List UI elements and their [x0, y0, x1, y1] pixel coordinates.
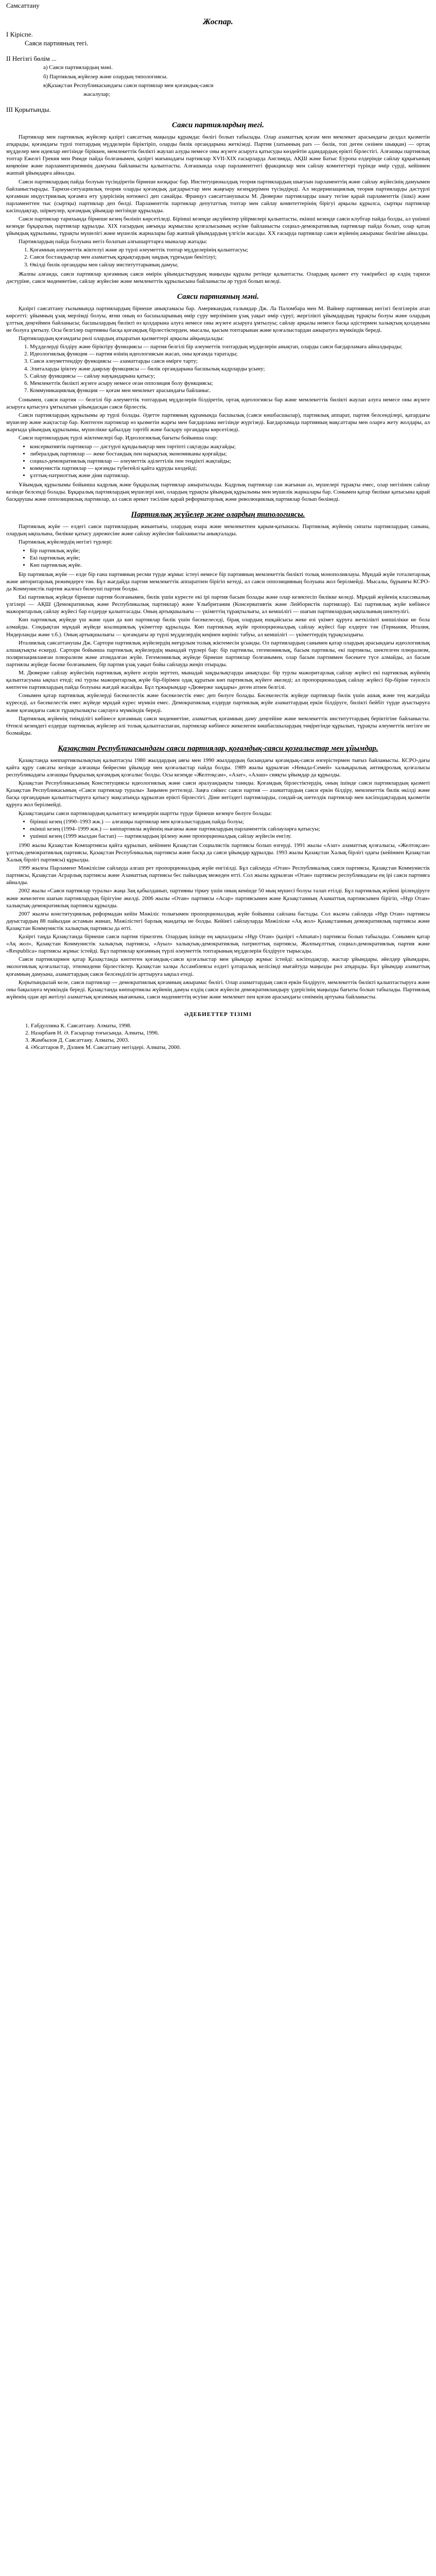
paragraph: Саяси партиялар тарихында бірнеше кезең бөлініп көрсетіледі. Бірінші кезеңде ақсүйектер үйірмелері қалыптасты, екінші кезеңде саяси клубтар пайда болды, ал үшінші кезеңде бұқаралық партиялар құрылды. XIX ғасырдың аяғында жұмысшы қозғалысының өсуіне байланысты социал-демократиялық партиялар пайда болып, олар қатаң ұйымдық құрылымы, тұрақты мүшелігі және мүшелік жарналары бар жаппай ұйымдардың үлгісін жасады. XX ғасырда партиялар саяси жүйенің ажырамас бөлігіне айналды.	[6, 215, 430, 237]
paragraph: 1999 жылғы Парламент Мәжілісіне сайлауда алғаш рет пропорционалдық жүйе енгізілді. Бұл сайлауда «Отан» Республикалық саяси партиясы, Қазақстан Коммунистік партиясы, Қазақстан Аграрлық партиясы және Азаматтық партиясы бес пайыздық межеден өтті. Сол жылы құрылған «Отан» партиясы республикадағы ең ірі саяси партияға айналды.	[6, 865, 430, 886]
list-item: • Екі партиялық жүйе;	[30, 554, 430, 562]
list-item: 1. Мүдделерді білдіру және біріктіру функциясы — партия белгілі бір әлеуметтік топтардың мүдделерін анықтап, оларды саяси бағдарламаға айналдырады;	[30, 343, 430, 350]
paragraph: Италиялық саясаттанушы Дж. Сартори партиялық жүйелердің неғұрлым толық жіктемесін ұсынды. Ол партиялардың санымен қатар олардың арасындағы идеологиялық алшақтықты ескерді. Сартори бойынша партиялық жүйелердің мынадай түрлері бар: бір партиялы, гегемониялық, басым партиялы, екі партиялы, шектелген плюрализм, поляризацияланған плюрализм және атомдалған жүйе. Гегемониялық жүйеде бірнеше партиялар болғанымен, олар басым партиямен бәсекеге түсе алмайды, ал басым партиялы жүйеде бәсеке болғанымен, бір партия ұзақ уақыт бойы сайлауда жеңіп отырады.	[6, 639, 430, 668]
paragraph: Партиялар мен партиялық жүйелер қазіргі саясаттың маңызды құрамдас бөлігі болып табылады. Олар азаматтық қоғам мен мемлекет арасындағы делдал қызметін атқарады, қоғамдағы түрлі топтардың мүдделерін біріктіріп, оларды билік органдарына жеткізеді. Партия (латынның pars — бөлік, топ деген сөзінен шыққан) — ортақ мүдделер мен идеялар негізінде біріккен, мемлекеттік билікті жаулап алуды немесе оны жүзеге асыруға қатысуды көздейтін адамдардың ерікті бірлестігі. Алғашқы партиялық топтар Ежелгі Грекия мен Римде пайда болғанымен, қазіргі мағынадағы партиялар XVII-XIX ғасырларда Англияда, АҚШ және Батыс Еуропа елдерінде сайлау құқығының кеңеюіне және парламентаризмнің дамуына байланысты қалыптасты. Алғашында олар парламенттегі фракциялар мен сайлау комитеттері түрінде өмір сүрді, кейіннен жаппай ұйымдарға айналды.	[6, 133, 430, 177]
list-item: • екінші кезең (1994–1999 жж.) — көппартиялы жүйенің нығаюы және партиялардың парламенттік сайлауларға қатысуы;	[30, 825, 430, 833]
paragraph: Саяси партиялардың құрылымы әр түрлі болады. Әдетте партияның құрамында басшылық (саяси көшбасшылар), партиялық аппарат, партия белсенділері, қатардағы мүшелер және жақтастар бар. Көптеген партиялар өз қызметін жарғы мен бағдарлама негізінде жүргізеді. Бағдарламада партияның мақсаттары мен оларға жету жолдары, ал жарғыда ұйымдық құрылымы, мүшелікке қабылдау тәртібі және басқару органдары көрсетіледі.	[6, 412, 430, 433]
bullet-list	[6, 443, 430, 479]
paragraph: Саяси партиялардың пайда болуын түсіндіретін бірнеше көзқарас бар. Институционалдық теория партиялардың шығуын парламенттің және сайлау жүйесінің дамуымен байланыстырады. Тарихи-ситуациялық теория оларды қоғамдық дағдарыстар мен жаңғыру кезеңдерімен түсіндіреді. Ал модернизациялық теория партияларды дәстүрлі қоғамнан индустриялық қоғамға өту үдерісінің нәтижесі деп санайды. Француз саясаттанушысы М. Дюверже партияларды шығу тегіне қарай парламенттік (ішкі) және парламенттен тыс (сыртқы) партиялар деп бөлді. Парламенттік партиялар депутаттық топтар мен сайлау комитеттерінің бірігуі арқылы құрылса, сыртқы партиялар кәсіподақтар, шіркеулер, қоғамдық ұйымдар негізінде құрылады.	[6, 178, 430, 214]
section-title: Саяси партияның мәні.	[177, 292, 259, 301]
paragraph: Қазақстандағы саяси партиялардың қалыптасу кезеңдерін шартты түрде бірнеше кезеңге бөлуге болады:	[19, 810, 272, 817]
plan-item: Саяси партияның тегі.	[25, 39, 89, 47]
plan-item: ІІІ Қорытынды.	[6, 105, 51, 113]
section-title: Қазақстан Республикасындағы саяси партиялар, қоғамдық-саяси қозғалыстар мен ұйымдар.	[58, 744, 378, 753]
list-item: • коммунистік партиялар — қоғамды түбегейлі қайта құруды көздейді;	[30, 465, 430, 472]
numbered-list	[6, 246, 430, 268]
list-item: 4. Элиталарды іріктеу және даярлау функциясы — билік органдарына басшылық кадрларды ұсыну;	[30, 365, 430, 372]
list-item: 5. Сайлау функциясы — сайлау науқандарына қатысу;	[30, 372, 430, 380]
list-item: 3. Өкілді билік органдары мен сайлау институттарының дамуы;	[30, 261, 430, 268]
plan-spacer	[6, 99, 430, 105]
section-title: Саяси партиялардың тегі.	[172, 121, 264, 129]
paragraph: Партиялық жүйенің тиімділігі көбінесе қоғамның саяси мәдениетіне, азаматтық қоғамның даму деңгейіне және мемлекеттік институттардың беріктігіне байланысты. Өтпелі кезеңдегі елдерде партиялық жүйелер әлі толық қалыптаспаған, партиялар көбінесе жекелеген көшбасшылардың төңірегінде құрылып, тұрақты әлеуметтік негізге ие болмайды.	[6, 715, 430, 736]
reference-item: 4. Әбсаттаров Р., Дзлиев М. Саясаттану негіздері. Алматы, 2000.	[31, 1044, 430, 1051]
document-body	[6, 121, 430, 1001]
numbered-list	[6, 343, 430, 394]
paragraph: Партиялардың қоғамдағы рөлі олардың атқаратын қызметтері арқылы айқындалады:	[19, 335, 224, 342]
paragraph: 2007 жылғы конституциялық реформадан кейін Мәжіліс толығымен пропорционалдық жүйе бойынша сайлана бастады. Сол жылғы сайлауда «Нұр Отан» партиясы дауыстардың 88 пайыздан астамын жинап, Мәжілістегі барлық мандатқа ие болды. Кейінгі сайлауларда Мәжіліске «Ақ жол» Қазақстанның демократиялық партиясы және Қазақстан Коммунистік халықтық партиясы да өтті.	[6, 910, 430, 931]
references-title: ӘДЕБИЕТТЕР ТІЗІМІ	[184, 1011, 252, 1018]
plan-item: в)Қазақстан Республикасындағы саяси партиялар мен қоғамдық-саяси	[43, 82, 214, 89]
section	[6, 510, 430, 737]
reference-item: 3. Жамбылов Д. Саясаттану. Алматы, 2003.	[31, 1037, 430, 1044]
list-item: • үшінші кезең (1999 жылдан бастап) — партиялардың ірілену және пропорционалдық сайлау жүйесін енгізу.	[30, 833, 430, 840]
plan-item: а) Саяси партиялардың мәні.	[43, 64, 113, 71]
list-item: • либералдық партиялар — жеке бостандық пен нарықтық экономиканы қорғайды;	[30, 450, 430, 457]
reference-item: 1. Ғабдуллина К. Саясаттану. Алматы, 1998.	[31, 1022, 430, 1029]
plan-item: жасалулар;	[83, 91, 110, 97]
bullet-list	[6, 547, 430, 569]
paragraph: Партиялық жүйе — елдегі саяси партиялардың жиынтығы, олардың өзара және мемлекетпен қарым-қатынасы. Партиялық жүйенің сипаты партиялардың санына, олардың ықпалына, билікке қатысу дәрежесіне және сайлау жүйесіне байланысты анықталады.	[6, 523, 430, 537]
plan-list	[6, 31, 430, 113]
plan-section	[6, 19, 430, 113]
list-item: 2. Идеологиялық функция — партия өзінің идеологиясын жасап, оны қоғамда таратады;	[30, 350, 430, 358]
section	[6, 744, 430, 1001]
paragraph: Көп партиялық жүйеде үш және одан да көп партиялар билік үшін бәсекелеседі, бірақ олардың ешқайсысы жеке өзі үкімет құруға жеткілікті көпшілікке ие бола алмайды. Сондықтан мұндай жүйеде коалициялық үкіметтер құрылады. Көп партиялық жүйе пропорционалдық сайлау жүйесі бар елдерге тән (Германия, Италия, Нидерланды және т.б.). Оның артықшылығы — қоғамдағы әр түрлі мүдделердің кеңінен көрініс табуы, ал кемшілігі — үкіметтердің тұрақсыздығы.	[6, 617, 430, 638]
list-item: 3. Саяси әлеуметтендіру функциясы — азаматтарды саяси өмірге тарту;	[30, 358, 430, 365]
paragraph: Қазақстан Республикасының Конституциясы идеологиялық және саяси әралуандықты таниды. Қоғамдық бірлестіктердің, оның ішінде саяси партиялардың қызметі Қазақстан Республикасының «Саяси партиялар туралы» Заңымен реттеледі. Заңға сәйкес саяси партия — азаматтардың саяси еркін білдіру, мемлекеттік билік өкілді және басқа органдарын қалыптастыруға қатысу мақсатында құрылған ерікті бірлестігі. Діни негіздегі партияларды, сондай-ақ шетелдік партиялар мен кәсіподақтардың қызметін құруға жол берілмейді.	[6, 780, 430, 808]
paragraph: М. Дюверже сайлау жүйесінің партиялық жүйеге әсерін зерттеп, мынадай заңдылықтарды анықтады: бір турлы мажоритарлық сайлау жүйесі екі партиялық жүйенің қалыптасуына ықпал етеді; екі турлы мажоритарлық жүйе бір-бірімен одақ құратын көп партиялық жүйеге әкеледі; ал пропорционалдық сайлау жүйесі бір-біріне тәуелсіз көптеген партиялардың пайда болуына жағдай жасайды. Бұл тұжырымдар «Дюверже заңдары» деген атпен белгілі.	[6, 670, 430, 691]
paragraph: 2002 жылы «Саяси партиялар туралы» жаңа Заң қабылданып, партияны тіркеу үшін оның кемінде 50 мың мүшесі болуы талап етілді. Бұл партиялық жүйені ірілендіруге және жекелеген шағын партиялардың бірігуіне әкелді. 2006 жылы «Отан» партиясы «Асар» партиясымен және Қазақстанның Азаматтық партиясымен бірігіп, «Нұр Отан» халықтық-демократиялық партиясы құрылды.	[6, 888, 430, 909]
paragraph: Сонымен, саяси партия — белгілі бір әлеуметтік топтардың мүдделерін білдіретін, ортақ идеологиясы бар және мемлекеттік билікті жаулап алуға немесе оны жүзеге асыруға қатысуға ұмтылатын ұйымдасқан саяси бірлестік.	[6, 396, 430, 411]
section-title: Партиялық жүйелер және олардың типологиясы.	[131, 511, 305, 519]
paragraph: Саяси партиялардың түрлі жіктемелері бар. Идеологиялық бағыты бойынша олар:	[19, 435, 218, 442]
list-item: • Бір партиялық жүйе;	[30, 547, 430, 554]
paragraph: Ұйымдық құрылымы бойынша кадрлық және бұқаралық партиялар ажыратылады. Кадрлық партиялар сан жағынан аз, мүшелері тұрақты емес, олар негізінен сайлау кезінде белсенді болады. Бұқаралық партиялардың мүшелері көп, олардың тұрақты ұйымдық құрылымы мен мүшелік жарналары бар. Сонымен қатар билікке қатысына қарай басқарушы және оппозициялық партиялар, ал саяси әрекет тәсіліне қарай реформаторлық және революциялық партиялар болып бөлінеді.	[6, 481, 430, 503]
paragraph: Бір партиялық жүйе — елде бір ғана партияның ресми түрде жұмыс істеуі немесе бір партияның мемлекеттік билікті толық монополиялауы. Мұндай жүйе тоталитарлық және авторитарлық режимдерге тән. Бұл жағдайда партия мемлекеттік аппаратпен бірігіп кетеді, ал саяси оппозицияның болуына жол берілмейді. Мысалы, бұрынғы КСРО-да Коммунистік партия жалғыз билеуші партия болды.	[6, 571, 430, 592]
plan-item: І Кіріспе.	[6, 30, 33, 39]
paragraph: Сонымен қатар партиялық жүйелерді бәсекелестік және бәсекелестік емес деп бөлуге болады. Бәсекелестік жүйеде партиялар билік үшін ашық және тең жағдайда күреседі, ал бәсекелестік емес жүйеде мұндай күрес мүмкін емес. Демократиялық елдерде партиялық жүйе азаматтардың еркін білдіруге, билікті бейбіт түрде ауыстыруға және қоғамдағы саяси тұрақтылықты сақтауға мүмкіндік береді.	[6, 692, 430, 714]
paragraph: Жалпы алғанда, саяси партиялар қоғамның саяси өмірін ұйымдастырудың маңызды құралы ретінде қалыптасты. Олардың қызмет ету тәжірибесі әр елдің тарихи дәстүріне, саяси мәдениетіне, сайлау жүйесіне және мемлекеттік құрылысына байланысты әр түрлі болып келеді.	[6, 270, 430, 284]
reference-item: 2. Назарбаев Н. Ә. Ғасырлар тоғысында. Алматы, 1996.	[31, 1029, 430, 1037]
paragraph: Қазіргі таңда Қазақстанда бірнеше саяси партия тіркелген. Олардың ішінде ең ықпалдысы «Нұр Отан» (қазіргі «Amanat») партиясы болып табылады. Сонымен қатар «Ақ жол», Қазақстан Коммунистік халықтық партиясы, «Ауыл» халықтық-демократиялық патриоттық партиясы, Жалпыұлттық социал-демократиялық партия және «Respublica» партиясы жұмыс істейді. Бұл партиялар қоғамның түрлі әлеуметтік топтарының мүдделерін білдіруге тырысады.	[6, 934, 430, 955]
list-item: 2. Саяси бостандықтар мен азаматтық құқықтардың заңдық тұрғыдан бекітілуі;	[30, 253, 430, 261]
list-item: • бірінші кезең (1990–1993 жж.) — алғашқы партиялар мен қозғалыстардың пайда болуы;	[30, 818, 430, 825]
paragraph: Саяси партиялармен қатар Қазақстанда көптеген қоғамдық-саяси қозғалыстар мен ұйымдар жұмыс істейді: кәсіподақтар, жастар ұйымдары, әйелдер ұйымдары, экологиялық қозғалыстар, этномәдени бірлестіктер. Қазақстан халқы Ассамблеясы елдегі ұлтаралық келісімді нығайтуда маңызды рөл атқарады. Бұл ұйымдар азаматтық қоғамның дамуына, азаматтардың саяси белсенділігін арттыруға ықпал етеді.	[6, 956, 430, 977]
paragraph: 1990 жылы Қазақстан Компартиясы қайта құрылып, кейіннен Қазақстан Социалистік партиясы болып өзгерді. 1991 жылы «Азат» азаматтық қозғалысы, «Желтоқсан» ұлттық-демократиялық партиясы, Қазақстан Республикалық партиясы және басқа да саяси ұйымдар құрылды. 1993 жылы Қазақстан Халық бірлігі одағы (кейіннен Қазақстан Халық бірлігі партиясы) құрылды.	[6, 842, 430, 863]
paragraph: Екі партиялық жүйеде бірнеше партия болғанымен, билік үшін күресте екі ірі партия басым болады және олар кезектесіп билікке келеді. Мұндай жүйенің классикалық үлгілері — АҚШ (Демократиялық және Республикалық партиялар) және Ұлыбритания (Консервативтік және Лейбористік партиялар). Екі партиялық жүйе көбінесе мажоритарлық сайлау жүйесі бар елдерде қалыптасады. Оның артықшылығы — үкіметтің тұрақтылығы, ал кемшілігі — шағын партиялардың ықпалының шектеулігі.	[6, 594, 430, 615]
paragraph: Қазақстанда көппартиялылықтың қалыптасуы 1980 жылдардың аяғы мен 1990 жылдардың басындағы қоғамдық-саяси өзгерістермен тығыз байланысты. КСРО-дағы қайта құру саясаты кезінде алғашқы бейресми ұйымдар мен қозғалыстар пайда болды. 1989 жылы құрылған «Невада-Семей» халықаралық антиядролық қозғалысы республикадағы алғашқы бұқаралық қоғамдық қозғалыс болды. Осы кезеңде «Желтоқсан», «Азат», «Алаш» сияқты ұйымдар да құрылды.	[6, 757, 430, 778]
list-item: • Көп партиялық жүйе.	[30, 562, 430, 569]
section	[6, 292, 430, 503]
bullet-list	[6, 818, 430, 840]
references-section	[6, 1011, 430, 1051]
plan-spacer	[6, 48, 430, 54]
plan-item: II Негізгі бөлім ...	[6, 55, 57, 63]
section	[6, 121, 430, 285]
list-item: • консервативтік партиялар — дәстүрлі құндылықтар мен тәртіпті сақтауды жақтайды;	[30, 443, 430, 450]
list-item: 1. Қоғамның әлеуметтік жіктелуі және әр түрлі әлеуметтік топтар мүдделерінің қалыптасуы;	[30, 246, 430, 253]
document-page	[0, 0, 436, 1061]
plan-title: Жоспар.	[203, 18, 233, 27]
subject-label: Самсаттану	[6, 2, 40, 9]
paragraph: Қорытындылай келе, саяси партиялар — демократиялық қоғамның ажырамас бөлігі. Олар азаматтардың саяси еркін білдіруге, мемлекеттік билікті қалыптастыруға және оны бақылауға мүмкіндік береді. Қазақстанда көппартиялы жүйенің дамуы елдің саяси жүйесін демократияландыру үдерісінің маңызды бағыты болып табылады. Партиялық жүйенің одан әрі жетілуі азаматтық қоғамның нығаюына, саяси мәдениеттің өсуіне және мемлекет пен қоғам арасындағы сенімнің артуына байланысты.	[6, 979, 430, 1000]
list-item: 7. Коммуникациялық функция — қоғам мен мемлекет арасындағы байланыс.	[30, 387, 430, 394]
list-item: • социал-демократиялық партиялар — әлеуметтік әділеттілік пен теңдікті жақтайды;	[30, 457, 430, 465]
paragraph: Партиялық жүйелердің негізгі түрлері:	[19, 539, 113, 546]
references-list	[6, 1022, 430, 1051]
paragraph: Қазіргі саясаттану ғылымында партиялардың бірнеше анықтамасы бар. Американдық ғалымдар Дж. Ла Паломбара мен М. Вайнер партияның негізгі белгілерін атап көрсетті: ұйымның ұзақ мерзімді болуы, яғни оның өз басшыларының өмір сүру мерзімінен ұзақ уақыт өмір сүруі; жергілікті ұйымдардың тұрақты болуы және олардың ұлттық деңгеймен байланысы; басшылардың билікті өз қолдарына алуға немесе оны жүзеге асыруға ұмтылуы; сайлау арқылы немесе басқа әдістермен халықтың қолдауына ие болуға ұмтылу. Осы белгілер партияны басқа қоғамдық бірлестіктерден, мысалы, қысым топтарынан және қозғалыстардан ажыратуға мүмкіндік береді.	[6, 305, 430, 334]
list-item: • ұлттық-патриоттық және діни партиялар.	[30, 472, 430, 479]
list-item: 6. Мемлекеттік билікті жүзеге асыру немесе оған оппозиция болу функциясы;	[30, 380, 430, 387]
paragraph: Партиялардың пайда болуына негіз болатын алғышарттарға мыналар жатады:	[19, 239, 207, 245]
plan-item: б) Партиялық жүйелер және олардың типологиясы.	[43, 73, 168, 80]
